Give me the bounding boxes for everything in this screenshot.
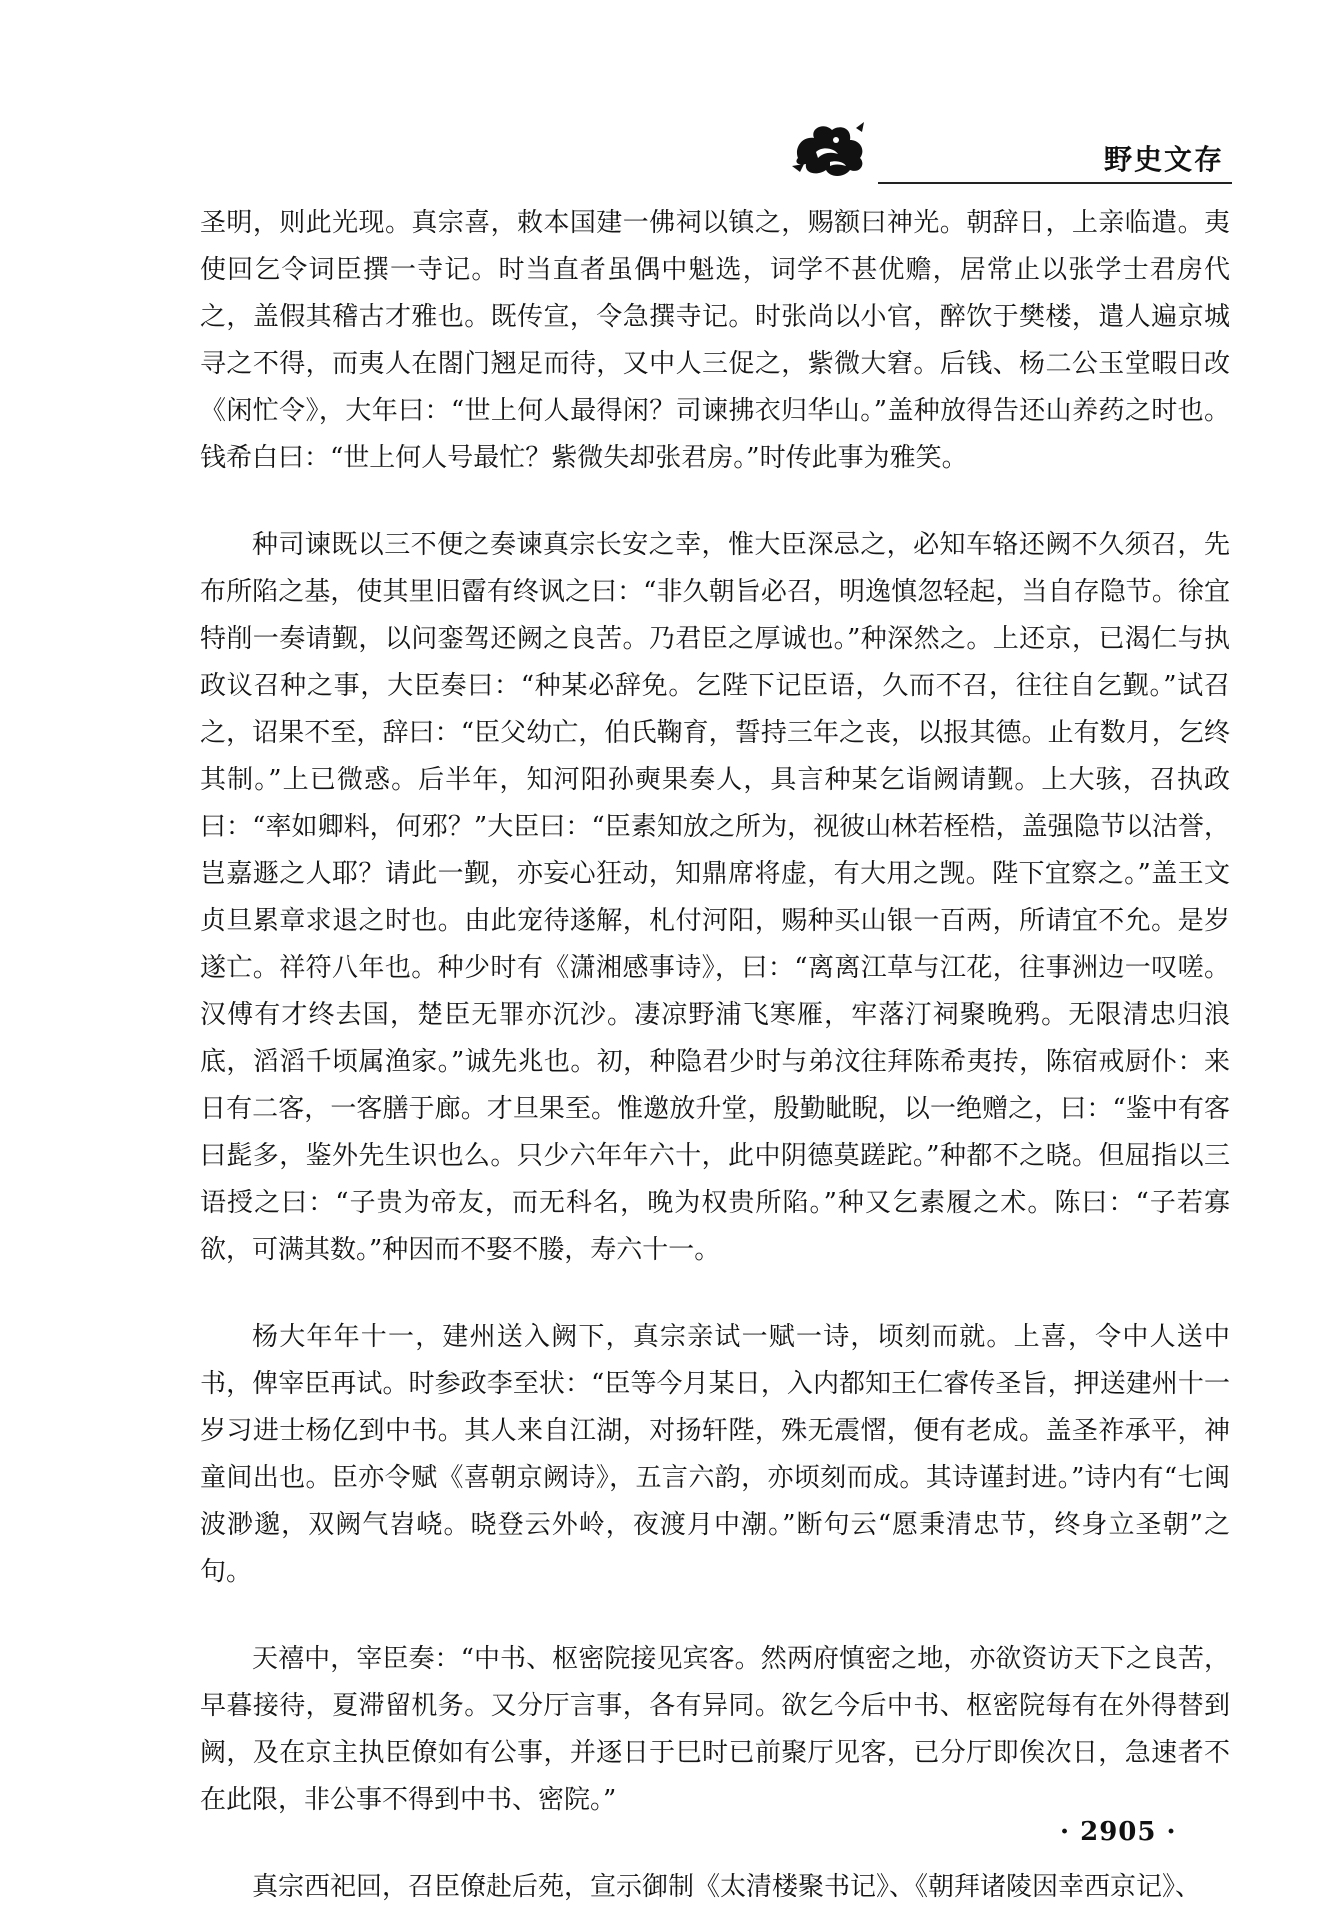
paragraph: 圣明，则此光现。真宗喜，敕本国建一佛祠以镇之，赐额曰神光。朝辞日，上亲临遣。夷使回乞令词臣撰一寺记。时当直者虽偶中魁选，词学不甚优赡，居常止以张学士君房代之，盖假其稽古才雅也。既传宣，令急撰寺记。时张尚以小官，醉饮于樊楼，遣人遍京城寻之不得，而夷人在閤门翘足而待，又中人三促之，紫微大窘。后钱、杨二公玉堂暇日改《闲忙令》，大年曰：“世上何人最得闲？司谏拂衣归华山。”盖种放得告还山养药之时也。钱希白曰：“世上何人号最忙？紫微失却张君房。”时传此事为雅笑。 [200, 208, 1230, 473]
paragraph: 真宗西祀回，召臣僚赴后苑，宣示御制《太清楼聚书记》、《朝拜诸陵因幸西京记》、 [252, 1872, 1202, 1902]
paragraph: 杨大年年十一，建州送入阙下，真宗亲试一赋一诗，顷刻而就。上喜，令中人送中书，俾宰臣再试。时参政李至状：“臣等今月某日，入内都知王仁睿传圣旨，押送建州十一岁习进士杨亿到中书。其人来自江湖，对扬轩陛，殊无震慴，便有老成。盖圣祚承平，神童间出也。臣亦令赋《喜朝京阙诗》，五言六韵，亦顷刻而成。其诗谨封进。”诗内有“七闽波渺邈，双阙气岧峣。晓登云外岭，夜渡月中潮。”断句云“愿秉清忠节，终身立圣朝”之句。 [200, 1322, 1230, 1587]
paragraph: 种司谏既以三不便之奏谏真宗长安之幸，惟大臣深忌之，必知车辂还阙不久须召，先布所陷之基，使其里旧霤有终讽之曰：“非久朝旨必召，明逸慎忽轻起，当自存隐节。徐宜特削一奏请觐，以问銮驾还阙之良苦。乃君臣之厚诚也。”种深然之。上还京，已渴仁与执政议召种之事，大臣奏曰：“种某必辞免。乞陛下记臣语，久而不召，往往自乞觐。”试召之，诏果不至，辞曰：“臣父幼亡，伯氏鞠育，誓持三年之丧，以报其德。止有数月，乞终其制。”上已微惑。后半年，知河阳孙奭果奏人，具言种某乞诣阙请觐。上大骇，召执政曰：“率如卿料，何邪？”大臣曰：“臣素知放之所为，视彼山林若桎梏，盖强隐节以沽誉，岂嘉遯之人耶？请此一觐，亦妄心狂动，知鼎席将虚，有大用之觊。陛下宜察之。”盖王文贞旦累章求退之时也。由此宠待遂解，札付河阳，赐种买山银一百两，所请宜不允。是岁遂亡。祥符八年也。种少时有《潇湘感事诗》，曰：“离离江草与江花，往事洲边一叹嗟。汉傅有才终去国，楚臣无罪亦沉沙。凄凉野浦飞寒雁，牢落汀祠聚晚鸦。无限清忠归浪底，滔滔千顷属渔家。”诚先兆也。初，种隐君少时与弟汶往拜陈希夷抟，陈宿戒厨仆：来日有二客，一客膳于廊。才旦果至。惟邀放升堂，殷勤眦睨，以一绝赠之，曰：“鉴中有客曰髭多，鉴外先生识也么。只少六年年六十，此中阴德莫蹉跎。”种都不之晓。但屈指以三语授之曰：“子贵为帝友，而无科名，晚为权贵所陷。”种又乞素履之术。陈曰：“子若寡欲，可满其数。”种因而不娶不媵，寿六十一。 [200, 530, 1230, 1265]
running-header [790, 118, 1232, 190]
body-text [200, 200, 1230, 1911]
paragraph: 天禧中，宰臣奏：“中书、枢密院接见宾客。然两府慎密之地，亦欲资访天下之良苦，早暮接待，夏滞留机务。又分厅言事，各有异同。欲乞今后中书、枢密院每有在外得替到阙，及在京主执臣僚如有公事，并逐日于巳时已前聚厅见客，已分厅即俟次日，急速者不在此限，非公事不得到中书、密院。” [200, 1644, 1230, 1815]
page-number: · 2905 · [1060, 1817, 1177, 1847]
header-rule [878, 182, 1232, 184]
dragon-emblem-icon [790, 118, 870, 182]
header-title: 野史文存 [1103, 143, 1224, 176]
